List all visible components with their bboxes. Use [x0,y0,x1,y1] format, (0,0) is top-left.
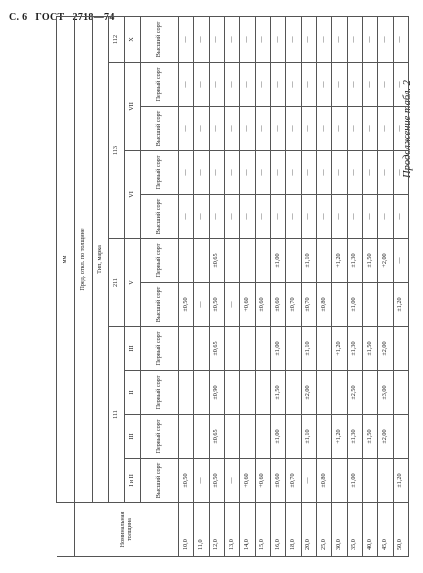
tolerance-cell: — [316,195,331,239]
tolerance-cell: ±1,00 [270,415,285,459]
grade-header: Первый сорт [141,327,179,371]
group-112-header: 112 [109,16,125,62]
tolerance-cell [194,371,209,415]
tolerance-cell: +1,20 [332,239,347,283]
tolerance-cell: — [255,195,270,239]
tolerance-cell: — [240,107,255,151]
tolerance-cell: — [240,151,255,195]
tolerance-cell: — [393,151,408,195]
tolerance-cell [224,327,239,371]
tolerance-cell: ±1,00 [347,283,362,327]
tolerance-table [56,16,409,557]
tolerance-cell: — [301,16,316,62]
grade-header: Высший сорт [141,107,179,151]
tolerance-cell: ±0,50 [179,283,194,327]
tolerance-cell: — [179,16,194,62]
tolerance-cell: ±0,90 [209,371,224,415]
tolerance-cell: — [209,195,224,239]
tolerance-cell [194,415,209,459]
tolerance-cell: — [316,151,331,195]
tolerance-cell: — [332,151,347,195]
tolerance-cell [362,459,377,503]
tolerance-cell: ±1,20 [393,283,408,327]
tolerance-cell: — [378,63,393,107]
tolerance-header: Пред. откл. по толщине [75,16,93,502]
mark-header: X [125,16,141,62]
table-area [56,17,409,557]
tolerance-cell [286,415,301,459]
tolerance-cell [286,327,301,371]
tolerance-cell: — [347,151,362,195]
thickness-cell: 15,0 [255,503,270,557]
grade-header: Первый сорт [141,63,179,107]
tolerance-cell [179,327,194,371]
tolerance-cell: ±1,50 [362,415,377,459]
tolerance-cell: — [224,459,239,503]
tolerance-cell [179,239,194,283]
tolerance-cell: ±1,50 [362,327,377,371]
tolerance-cell: — [332,63,347,107]
tolerance-cell: — [209,107,224,151]
thickness-cell: 11,0 [194,503,209,557]
tolerance-cell: — [286,151,301,195]
grade-header: Первый сорт [141,415,179,459]
tolerance-cell [362,371,377,415]
tolerance-cell: — [209,63,224,107]
thickness-cell: 40,0 [362,503,377,557]
tolerance-cell: — [270,151,285,195]
tolerance-cell: +0,60 [255,459,270,503]
tolerance-cell: ±1,30 [347,239,362,283]
tolerance-cell: — [209,16,224,62]
tolerance-cell: ±2,50 [347,371,362,415]
tolerance-cell [240,327,255,371]
tolerance-cell [316,239,331,283]
tolerance-cell: — [332,195,347,239]
table-row [393,16,408,556]
tolerance-cell: — [393,63,408,107]
group-211-header: 211 [109,239,125,327]
mark-header: VII [125,63,141,151]
tolerance-cell: — [347,107,362,151]
tolerance-cell: — [194,283,209,327]
tolerance-cell: ±2,00 [301,371,316,415]
tolerance-cell: ±3,00 [378,371,393,415]
table-row [301,16,316,556]
tolerance-cell: ±0,70 [301,283,316,327]
tolerance-cell: ±0,60 [270,459,285,503]
tolerance-cell: — [286,63,301,107]
tolerance-cell: — [255,107,270,151]
tolerance-cell: ±0,50 [179,459,194,503]
tolerance-cell [332,459,347,503]
tolerance-cell [362,283,377,327]
tolerance-cell: — [301,107,316,151]
tolerance-cell: — [393,195,408,239]
tolerance-cell: — [194,16,209,62]
tolerance-cell: ±1,20 [393,459,408,503]
tolerance-cell [224,239,239,283]
tolerance-cell: — [393,239,408,283]
table-row [270,16,285,556]
tolerance-cell: ±0,70 [286,459,301,503]
tolerance-cell: ±2,00 [378,327,393,371]
tolerance-cell: ±1,10 [301,239,316,283]
tolerance-cell: ±1,30 [347,327,362,371]
tolerance-cell: — [194,459,209,503]
mark-header: III [125,327,141,371]
tolerance-cell: — [255,63,270,107]
tolerance-cell: — [301,63,316,107]
tolerance-cell: — [224,16,239,62]
tolerance-cell: ±0,70 [286,283,301,327]
tolerance-cell: — [286,16,301,62]
tolerance-cell: — [209,151,224,195]
page-number: С. 6 [9,12,28,23]
tolerance-cell [316,371,331,415]
tolerance-cell: +0,60 [240,459,255,503]
thickness-cell: 18,0 [286,503,301,557]
grade-header: Первый сорт [141,371,179,415]
thickness-cell: 16,0 [270,503,285,557]
tolerance-cell [393,415,408,459]
grade-header: Первый сорт [141,239,179,283]
tolerance-cell [286,371,301,415]
tolerance-cell: ±0,65 [209,415,224,459]
tolerance-cell [255,327,270,371]
standard-label: ГОСТ [35,12,65,23]
tolerance-cell: +1,20 [332,415,347,459]
tolerance-cell: — [224,63,239,107]
tolerance-cell: — [393,16,408,62]
tolerance-cell: — [316,16,331,62]
tolerance-cell: — [194,151,209,195]
tolerance-cell: ±0,65 [209,239,224,283]
tolerance-cell: — [194,63,209,107]
tolerance-cell: — [270,107,285,151]
tolerance-cell: — [270,16,285,62]
tolerance-cell: ±1,00 [347,459,362,503]
tolerance-cell: — [179,63,194,107]
tolerance-cell: — [347,63,362,107]
tolerance-cell: — [378,195,393,239]
type-mark-header: Тип, марка [93,16,109,502]
tolerance-cell [255,415,270,459]
tolerance-cell [332,283,347,327]
thickness-cell: 13,0 [224,503,239,557]
table-row [209,16,224,556]
tolerance-cell: — [316,63,331,107]
thickness-cell: 12,0 [209,503,224,557]
tolerance-cell: — [224,151,239,195]
thickness-cell: 35,0 [347,503,362,557]
tolerance-cell: — [224,195,239,239]
tolerance-cell: — [286,107,301,151]
tolerance-cell: +2,00 [378,239,393,283]
grade-header: Высший сорт [141,459,179,503]
table-row [316,16,331,556]
table-row [332,16,347,556]
tolerance-cell: — [362,107,377,151]
group-113-header: 113 [109,63,125,239]
tolerance-cell [224,371,239,415]
tolerance-cell: ±0,60 [270,283,285,327]
grade-header: Высший сорт [141,195,179,239]
tolerance-cell: ±1,00 [270,327,285,371]
units-header: мм [57,16,75,502]
tolerance-cell: +1,20 [332,327,347,371]
tolerance-cell [393,327,408,371]
tolerance-cell: — [362,195,377,239]
tolerance-cell: — [316,107,331,151]
tolerance-cell: — [270,63,285,107]
tolerance-cell [179,415,194,459]
grade-header: Высший сорт [141,283,179,327]
table-row [240,16,255,556]
tolerance-cell: ±2,00 [378,415,393,459]
table-row [224,16,239,556]
tolerance-cell: — [240,63,255,107]
standard-number: 2718—74 [72,12,115,23]
tolerance-cell: — [194,195,209,239]
thickness-cell: 45,0 [378,503,393,557]
tolerance-cell: — [179,107,194,151]
tolerance-cell: — [362,63,377,107]
tolerance-cell: — [362,16,377,62]
tolerance-cell: ±1,10 [301,415,316,459]
tolerance-cell: — [378,151,393,195]
nominal-thickness-header: Номинальная толщина [75,503,179,557]
table-row [362,16,377,556]
tolerance-cell [194,239,209,283]
tolerance-cell: — [286,195,301,239]
tolerance-cell [240,415,255,459]
thickness-cell: 10,0 [179,503,194,557]
tolerance-cell: ±1,30 [347,415,362,459]
tolerance-cell: — [301,151,316,195]
tolerance-cell [194,327,209,371]
mark-header: V [125,239,141,327]
tolerance-cell: ±1,10 [301,327,316,371]
tolerance-cell [378,459,393,503]
tolerance-cell [240,371,255,415]
thickness-cell: 30,0 [332,503,347,557]
table-continuation-label: Продолжение табл. 2 [402,80,413,178]
thickness-cell: 14,0 [240,503,255,557]
table-row [194,16,209,556]
tolerance-cell [316,327,331,371]
tolerance-cell: ±0,60 [255,283,270,327]
tolerance-cell [179,371,194,415]
grade-header: Высший сорт [141,16,179,62]
tolerance-cell: ±1,50 [362,239,377,283]
tolerance-cell: — [393,107,408,151]
tolerance-cell [393,371,408,415]
tolerance-cell: — [270,195,285,239]
table-row [179,16,194,556]
mark-header: II [125,371,141,415]
tolerance-cell: — [179,151,194,195]
tolerance-cell: — [240,195,255,239]
tolerance-cell: ±0,50 [209,459,224,503]
tolerance-cell: — [301,459,316,503]
tolerance-cell: ±0,80 [316,459,331,503]
mark-header: VI [125,151,141,239]
tolerance-cell: — [224,283,239,327]
tolerance-cell: — [240,16,255,62]
tolerance-cell: — [301,195,316,239]
tolerance-cell: — [332,107,347,151]
tolerance-cell: +0,60 [240,283,255,327]
tolerance-cell [332,371,347,415]
thickness-cell: 25,0 [316,503,331,557]
tolerance-cell [240,239,255,283]
mark-header: III [125,415,141,459]
thickness-cell: 50,0 [393,503,408,557]
tolerance-cell [224,415,239,459]
tolerance-cell: ±1,00 [270,239,285,283]
grade-header: Первый сорт [141,151,179,195]
tolerance-cell: ±0,80 [316,283,331,327]
tolerance-cell [316,415,331,459]
tolerance-cell: ±0,50 [209,283,224,327]
tolerance-cell: — [347,195,362,239]
tolerance-cell: ±0,65 [209,327,224,371]
tolerance-cell [286,239,301,283]
tolerance-cell: — [179,195,194,239]
tolerance-cell: — [224,107,239,151]
tolerance-cell: — [255,16,270,62]
tolerance-cell: — [332,16,347,62]
group-111-header: 111 [109,327,125,503]
tolerance-cell [255,239,270,283]
table-row [378,16,393,556]
tolerance-cell: — [347,16,362,62]
tolerance-cell [255,371,270,415]
table-row [255,16,270,556]
corner-cell [57,503,75,557]
table-row [347,16,362,556]
tolerance-cell: ±1,50 [270,371,285,415]
tolerance-cell: — [362,151,377,195]
thickness-cell: 20,0 [301,503,316,557]
mark-header: I и II [125,459,141,503]
table-row [286,16,301,556]
tolerance-cell [378,283,393,327]
tolerance-cell: — [378,107,393,151]
tolerance-cell: — [194,107,209,151]
tolerance-cell: — [255,151,270,195]
tolerance-cell: — [378,16,393,62]
